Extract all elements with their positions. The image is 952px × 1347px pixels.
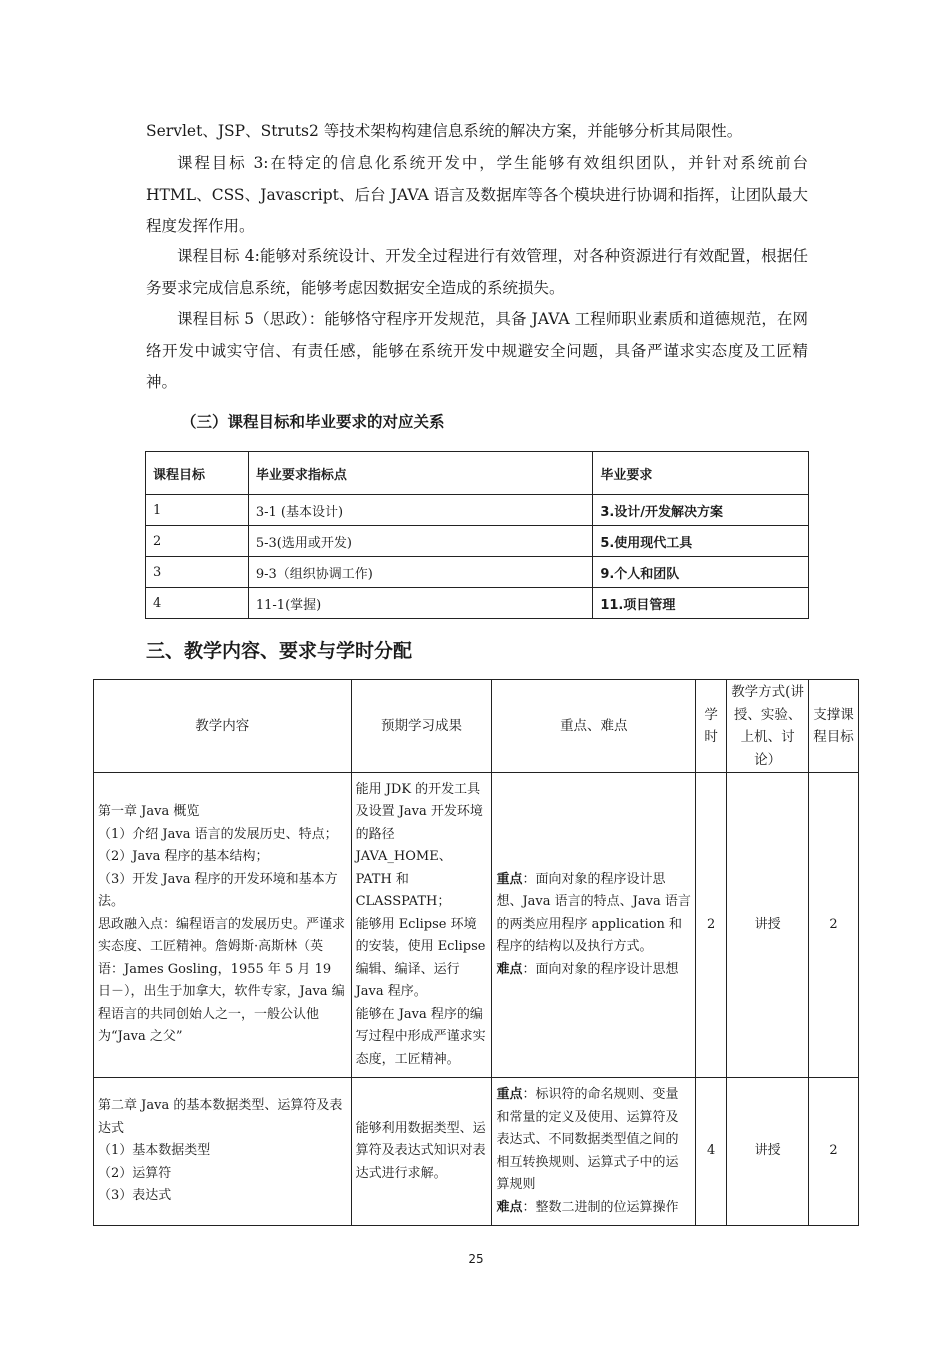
cell-line: （1）基本数据类型 (98, 1143, 211, 1159)
cell-line: 能够用 Eclipse 环境的安装，使用 Eclipse 编辑、编译、运行 Java 程序。 (355, 916, 486, 1000)
difficulty (496, 959, 691, 982)
content-cell (94, 1078, 352, 1226)
header-cell: 教学方式(讲授、实验、上机、讨论） (727, 680, 809, 773)
goal-cell: 2 (809, 1078, 859, 1226)
content-cell (94, 773, 352, 1078)
table-row (146, 526, 809, 557)
table-header-row (94, 680, 859, 773)
paragraph-goal3: 课程目标 3:在特定的信息化系统开发中，学生能够有效组织团队，并针对系统前台 HTML、CSS、Javascript、后台 JAVA 语言及数据库等各个模块进行协调和指挥，让团队最大程度发挥作用。 (146, 154, 808, 235)
difficulty-label: 难点 (496, 961, 523, 977)
page-number: 25 (468, 1252, 484, 1266)
outcome-cell (351, 773, 492, 1078)
method-cell: 讲授 (727, 1078, 809, 1226)
header-cell: 重点、难点 (492, 680, 696, 773)
key-text: ：标识符的命名规则、变量和常量的定义及使用、运算符及表达式、不同数据类型值之间的相互转换规则、运算式子中的运算规则 (496, 1087, 679, 1192)
table-cell: 3.设计/开发解决方案 (593, 495, 809, 526)
table-row (146, 588, 809, 619)
cell-line: （3）开发 Java 程序的开发环境和基本方法。 (98, 871, 338, 910)
hours-cell: 4 (696, 1078, 727, 1226)
cell-line: （2）Java 程序的基本结构； (98, 849, 269, 865)
key-points-cell (492, 1078, 696, 1226)
teaching-content-table (93, 679, 859, 1226)
key-label: 重点 (496, 871, 523, 887)
table-cell: 9-3（组织协调工作) (248, 557, 592, 588)
difficulty-label: 难点 (496, 1199, 523, 1215)
cell-line: 第二章 Java 的基本数据类型、运算符及表达式 (98, 1098, 343, 1136)
table-row (146, 557, 809, 588)
table-row (94, 773, 859, 1078)
table-cell: 5.使用现代工具 (593, 526, 809, 557)
table-cell: 4 (146, 588, 249, 619)
cell-line: 第一章 Java 概览 (98, 804, 200, 820)
goal-requirement-table (145, 451, 809, 619)
cell-line: （2）运算符 (98, 1165, 172, 1181)
key-point (496, 1084, 691, 1197)
key-point (496, 869, 691, 959)
cell-line: （1）介绍 Java 语言的发展历史、特点； (98, 826, 338, 842)
hours-cell: 2 (696, 773, 727, 1078)
key-text: ：面向对象的程序设计思想、Java 语言的特点、Java 语言的两类应用程序 application 和程序的结构以及执行方式。 (496, 871, 691, 955)
header-cell: 毕业要求 (593, 452, 809, 495)
section-heading: 三、教学内容、要求与学时分配 (146, 640, 413, 662)
cell-line: 能够在 Java 程序的编写过程中形成严谨求实态度，工匠精神。 (355, 1006, 486, 1067)
table-row (94, 1078, 859, 1226)
paragraph-goal4: 课程目标 4:能够对系统设计、开发全过程进行有效管理，对各种资源进行有效配置，根据任务要求完成信息系统，能够考虑因数据安全造成的系统损失。 (146, 247, 808, 297)
cell-line: （3）表达式 (98, 1188, 172, 1204)
outcome-cell (351, 1078, 492, 1226)
header-cell: 学时 (696, 680, 727, 773)
header-cell: 预期学习成果 (351, 680, 492, 773)
paragraph-goal5: 课程目标 5（思政）：能够恪守程序开发规范，具备 JAVA 工程师职业素质和道德规范，在网络开发中诚实守信、有责任感，能够在系统开发中规避安全问题，具备严谨求实态度及工匠精神。 (146, 310, 808, 391)
difficulty-text: ：整数二进制的位运算操作 (522, 1199, 679, 1215)
header-cell: 支撑课程目标 (809, 680, 859, 773)
table-cell: 11.项目管理 (593, 588, 809, 619)
table-row (146, 495, 809, 526)
table-cell: 3 (146, 557, 249, 588)
table-cell: 1 (146, 495, 249, 526)
cell-line: 思政融入点：编程语言的发展历史。严谨求实态度、工匠精神。詹姆斯·高斯林（英语：James Gosling，1955 年 5 月 19 日－），出生于加拿大，软件专家，Java 编程语言的共同创始人之一，一般公认他为“Java 之父” (98, 916, 346, 1045)
paragraph-goal2-continued: Servlet、JSP、Struts2 等技术架构构建信息系统的解决方案，并能够分析其局限性。 (146, 122, 743, 140)
method-cell: 讲授 (727, 773, 809, 1078)
difficulty (496, 1197, 691, 1220)
table-header-row (146, 452, 809, 495)
key-label: 重点 (496, 1087, 523, 1102)
table-cell: 11-1(掌握) (248, 588, 592, 619)
table-cell: 5-3(选用或开发) (248, 526, 592, 557)
header-cell: 教学内容 (94, 680, 352, 773)
key-points-cell (492, 773, 696, 1078)
cell-line: 能够利用数据类型、运算符及表达式知识对表达式进行求解。 (355, 1120, 486, 1181)
table-cell: 2 (146, 526, 249, 557)
difficulty-text: ：面向对象的程序设计思想 (522, 961, 679, 977)
table-cell: 3-1 (基本设计) (248, 495, 592, 526)
cell-line: 能用 JDK 的开发工具及设置 Java 开发环境的路径 JAVA_HOME、PATH 和 CLASSPATH； (355, 781, 483, 910)
header-cell: 课程目标 (146, 452, 249, 495)
goal-cell: 2 (809, 773, 859, 1078)
table-cell: 9.个人和团队 (593, 557, 809, 588)
mapping-heading: （三）课程目标和毕业要求的对应关系 (181, 413, 445, 431)
header-cell: 毕业要求指标点 (248, 452, 592, 495)
